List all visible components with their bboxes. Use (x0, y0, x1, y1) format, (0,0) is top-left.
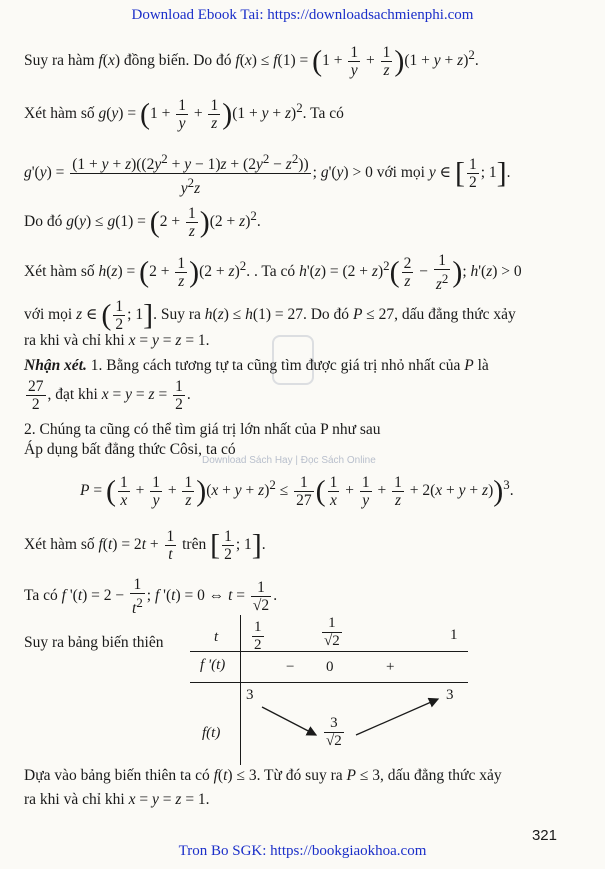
text: 1. Bằng cách tương tự ta cũng tìm được giá trị nhỏ nhất của (90, 357, 461, 374)
text: Do đó (24, 213, 63, 231)
text: trên (182, 536, 207, 554)
variation-table (190, 615, 468, 765)
text: là (477, 357, 489, 374)
sign-minus: − (286, 659, 295, 675)
text: . Ta có (253, 263, 296, 281)
text-line-17: ra khi và chỉ khi x = y = z = 1. (24, 791, 210, 808)
watermark-text: Download Sách Hay | Đọc Sách Online (202, 455, 376, 466)
text-line-7: ra khi và chỉ khi x = y = z = 1. (24, 332, 210, 349)
text-line-15: Suy ra bảng biến thiên (24, 634, 164, 651)
footer-link[interactable]: Tron Bo SGK: https://bookgiaokhoa.com (178, 843, 427, 859)
text-line-1: Suy ra hàm f(x) đồng biến. Do đó f(x) ≤ f(1) = (1 + $\frac{1}{y}$ + $\frac{1}{z}$ )$(1 + y + z)^2$. (24, 44, 479, 79)
f-value-min: $\frac{3}{√2}$ (326, 715, 342, 749)
text: Dựa vào bảng biến thiên ta có (24, 767, 210, 784)
variation-arrows (190, 615, 468, 765)
text-line-16: Dựa vào bảng biến thiên ta có f(t) ≤ 3. Từ đó suy ra P ≤ 3, dấu đẳng thức xảy (24, 767, 502, 784)
page-number: 321 (531, 827, 557, 844)
text: với mọi (24, 306, 73, 324)
text: Xét hàm số (24, 105, 95, 123)
text: với mọi (376, 164, 425, 182)
text: , đạt khi (47, 386, 98, 404)
text-line-6: với mọi z ∈ ( $\frac{1}{2}$ ; 1]. Suy ra h(z) ≤ h(1) = 27. Do đó P ≤ 27, dấu đẳng thức xảy (24, 298, 516, 333)
t-value-3: 1 (450, 627, 458, 643)
f-value-left: 3 (246, 687, 254, 703)
text: Xét hàm số (24, 263, 95, 281)
sign-plus: + (386, 659, 395, 675)
t-value-1: $\frac{1}{2}$ (254, 619, 262, 653)
text: Xét hàm số (24, 536, 95, 554)
text-line-3: g'(y) = $\frac{(1 + y + z)((2y^2 + y - 1)z + (2y^2 - z^2))}{y^2z}$ ; g'(y) > 0 với mọi y ∈ [ $\frac{1}{2}$ ; 1]. (24, 151, 511, 198)
text: đồng biến. Do đó (123, 52, 232, 70)
row-f-label: f(t) (202, 725, 221, 741)
text-line-5: Xét hàm số h(z) = (2 + $\frac{1}{z}$ )$(2 + z)^2$. . Ta có $h'(z) = (2 + z)^2$( $\frac{2}{z}$ − $\frac{1}{z^2}$ ); h'(z) > 0 (24, 252, 522, 294)
formula-line-12: P = ( $\frac{1}{x}$ + $\frac{1}{y}$ + $\frac{1}{z}$ )$(x + y + z)^2$ ≤ $\frac{1}{27}$ ( $\frac{1}{x}$ + $\frac{1}{y}$ + $\frac{1}{z}$ + 2(x + y + z))$^3$. (80, 474, 514, 509)
text-line-14: Ta có f '(t) = 2 − $\frac{1}{t^2}$ ; f '(t) = 0 ⇔ t = $\frac{1}{√2}$ . (24, 576, 278, 618)
text: . Suy ra (153, 306, 201, 324)
sign-zero: 0 (326, 659, 334, 675)
text-line-4: Do đó g(y) ≤ g(1) = (2 + $\frac{1}{z}$ )$(2 + z)^2$. (24, 205, 261, 240)
decrease-arrow (262, 707, 316, 735)
text: . Từ đó suy ra (256, 767, 343, 784)
text-line-13: Xét hàm số f(t) = 2t + $\frac{1}{t}$ trên [ $\frac{1}{2}$ ; 1]. (24, 528, 266, 563)
row-fp-label: f '(t) (200, 657, 226, 673)
text: ra khi và chỉ khi (24, 791, 125, 808)
text: , dấu đẳng thức xảy (394, 306, 516, 324)
text-line-8: Nhận xét. 1. Bằng cách tương tự ta cũng tìm được giá trị nhỏ nhất của P là (24, 357, 489, 374)
text: Suy ra hàm (24, 52, 95, 70)
remark-label: Nhận xét. (24, 357, 87, 374)
text-line-11: Áp dụng bất đẳng thức Côsi, ta có (24, 441, 236, 458)
increase-arrow (356, 699, 438, 735)
t-value-2: $\frac{1}{√2}$ (324, 615, 340, 649)
text-line-10: 2. Chúng ta cũng có thể tìm giá trị lớn nhất của P như sau (24, 421, 381, 438)
text: Ta có (24, 587, 58, 605)
header-link[interactable]: Download Ebook Tai: https://downloadsachmienphi.com (131, 7, 474, 23)
text-line-9: $\frac{27}{2}$ , đạt khi x = y = z = $\frac{1}{2}$ . (28, 378, 191, 413)
f-value-right: 3 (446, 687, 454, 703)
text-line-2: Xét hàm số g(y) = (1 + $\frac{1}{y}$ + $\frac{1}{z}$ )$(1 + y + z)^2$. Ta có (24, 97, 344, 132)
text: , dấu đẳng thức xảy (379, 767, 502, 784)
text: . Ta có (302, 105, 344, 123)
text: . Do đó (302, 306, 350, 324)
text: ra khi và chỉ khi (24, 332, 125, 349)
row-t-label: t (214, 629, 219, 645)
